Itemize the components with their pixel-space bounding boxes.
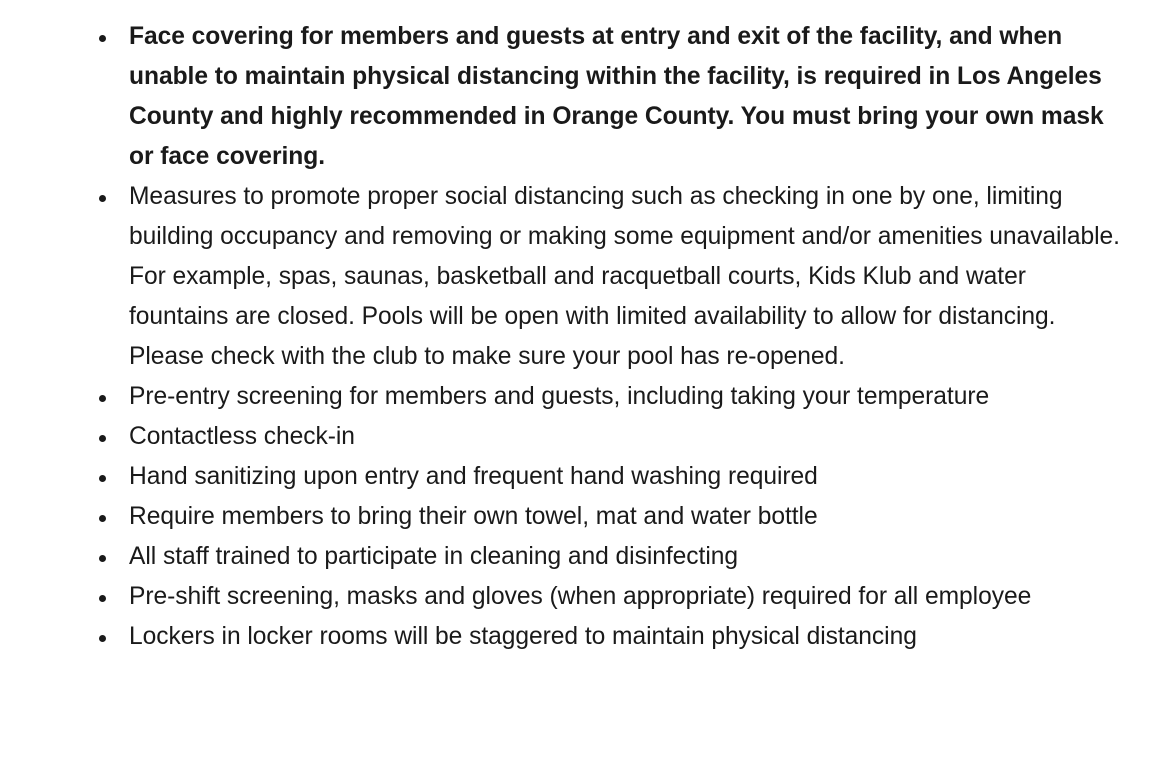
list-item-hand-sanitizing: [0, 457, 1158, 497]
bullet-dot-icon: [99, 435, 106, 442]
list-item-text: Hand sanitizing upon entry and frequent hand washing required: [129, 463, 818, 490]
list-item-text: Pre-entry screening for members and guests, including taking your temperature: [129, 383, 990, 410]
list-item-lockers: [0, 617, 1158, 657]
bullet-dot-icon: [99, 195, 106, 202]
list-item-text: Measures to promote proper social distancing such as checking in one by one, limiting building occupancy and removing or making some equipment and/or amenities unavailable. For example, spas, saunas, basketball and racquetball courts, Kids Klub and water fountains are closed. Pools will be open with limited availability to allow for distancing. Please check with the club to make sure your pool has re-opened.: [129, 183, 1120, 370]
list-item-text: Face covering for members and guests at entry and exit of the facility, and when unable to maintain physical distancing within the facility, is required in Los Angeles County and highly recommended in Orange County. You must bring your own mask or face covering.: [129, 23, 1104, 170]
bullet-dot-icon: [99, 35, 106, 42]
list-item-text: Require members to bring their own towel, mat and water bottle: [129, 503, 818, 530]
list-item-text: Lockers in locker rooms will be staggered to maintain physical distancing: [129, 623, 917, 650]
list-item-text: Pre-shift screening, masks and gloves (when appropriate) required for all employee: [129, 583, 1032, 610]
list-item-text: Contactless check-in: [129, 423, 355, 450]
bullet-dot-icon: [99, 515, 106, 522]
list-item-staff-trained: [0, 537, 1158, 577]
list-item-pre-entry-screening: [0, 377, 1158, 417]
list-item-own-towel: [0, 497, 1158, 537]
bullet-dot-icon: [99, 635, 106, 642]
bullet-dot-icon: [99, 595, 106, 602]
bullet-dot-icon: [99, 475, 106, 482]
list-item-text: All staff trained to participate in cleaning and disinfecting: [129, 543, 738, 570]
list-item-face-covering: [0, 17, 1158, 177]
bullet-dot-icon: [99, 395, 106, 402]
list-item-social-distancing: [0, 177, 1158, 377]
list-item-pre-shift-screening: [0, 577, 1158, 617]
list-item-contactless-check-in: [0, 417, 1158, 457]
bullet-dot-icon: [99, 555, 106, 562]
